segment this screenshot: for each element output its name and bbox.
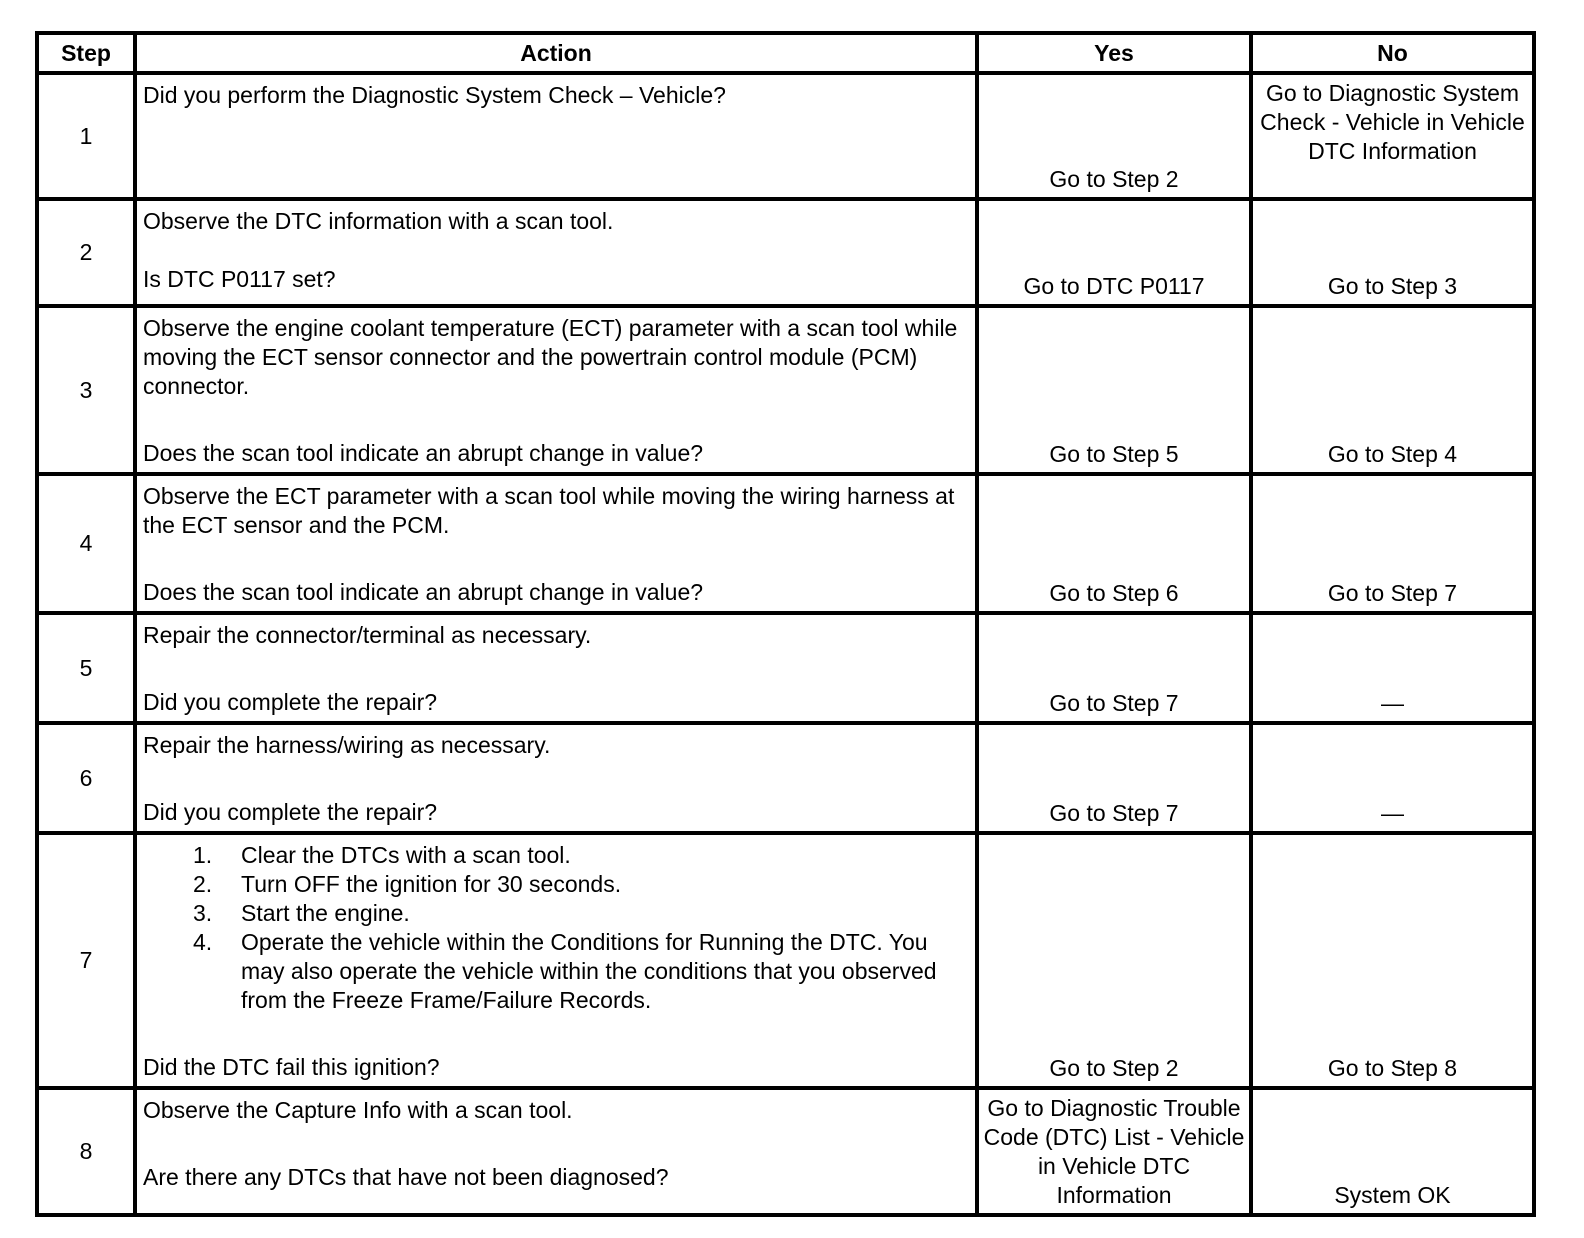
no-cell: Go to Step 3 [1251,199,1534,306]
list-item: 3. Start the engine. [193,900,410,926]
yes-cell: Go to Step 2 [977,73,1251,199]
header-yes: Yes [977,33,1251,73]
numbered-steps [143,841,961,1015]
yes-cell: Go to Step 7 [977,613,1251,723]
header-no: No [1251,33,1534,73]
yes-cell: Go to Step 7 [977,723,1251,833]
table-row [37,613,1534,723]
table-row [37,199,1534,306]
action-text: Observe the DTC information with a scan tool. [143,208,614,234]
action-cell [135,1088,977,1215]
table-row [37,306,1534,474]
action-cell [135,199,977,306]
yes-cell: Go to Step 2 [977,833,1251,1088]
no-cell: Go to Step 4 [1251,306,1534,474]
list-item: 1. Clear the DTCs with a scan tool. [193,842,571,868]
no-cell: System OK [1251,1088,1534,1215]
table-row [37,1088,1534,1215]
header-step: Step [37,33,135,73]
step-number: 6 [37,723,135,833]
action-text: Observe the ECT parameter with a scan tool while moving the wiring harness at the ECT sensor and the PCM. [143,483,955,538]
action-text: Did you perform the Diagnostic System Check – Vehicle? [143,82,726,108]
table-row [37,833,1534,1088]
step-number: 1 [37,73,135,199]
action-cell [135,73,977,199]
header-row [37,33,1534,73]
question-text: Did you complete the repair? [143,799,438,825]
action-text: Observe the Capture Info with a scan tool. [143,1097,573,1123]
no-cell: — [1251,723,1534,833]
no-cell: Go to Diagnostic System Check - Vehicle in Vehicle DTC Information [1251,73,1534,199]
question-text: Did the DTC fail this ignition? [143,1054,440,1080]
action-text: Observe the engine coolant temperature (ECT) parameter with a scan tool while moving the ECT sensor connector and the powertrain control module (PCM) connector. [143,315,958,399]
action-cell [135,306,977,474]
no-cell: — [1251,613,1534,723]
no-cell: Go to Step 8 [1251,833,1534,1088]
table-row [37,73,1534,199]
question-text: Did you complete the repair? [143,689,438,715]
action-text: Repair the harness/wiring as necessary. [143,732,551,758]
no-cell: Go to Step 7 [1251,474,1534,613]
header-action: Action [135,33,977,73]
step-number: 4 [37,474,135,613]
action-cell [135,833,977,1088]
list-item: 4. Operate the vehicle within the Conditions for Running the DTC. You may also operate the vehicle within the conditions that you observed from the Freeze Frame/Failure Records. [193,929,937,1013]
action-cell [135,723,977,833]
diagnostic-table [35,31,1536,1217]
list-item: 2. Turn OFF the ignition for 30 seconds. [193,871,622,897]
action-text: Repair the connector/terminal as necessary. [143,622,592,648]
question-text: Is DTC P0117 set? [143,266,336,292]
yes-cell: Go to Diagnostic Trouble Code (DTC) List - Vehicle in Vehicle DTC Information [977,1088,1251,1215]
action-cell [135,474,977,613]
step-number: 2 [37,199,135,306]
step-number: 5 [37,613,135,723]
question-text: Are there any DTCs that have not been diagnosed? [143,1164,669,1190]
yes-cell: Go to Step 5 [977,306,1251,474]
action-cell [135,613,977,723]
yes-cell: Go to DTC P0117 [977,199,1251,306]
question-text: Does the scan tool indicate an abrupt change in value? [143,440,704,466]
step-number: 7 [37,833,135,1088]
table-row [37,474,1534,613]
table-row [37,723,1534,833]
step-number: 3 [37,306,135,474]
yes-cell: Go to Step 6 [977,474,1251,613]
step-number: 8 [37,1088,135,1215]
question-text: Does the scan tool indicate an abrupt change in value? [143,579,704,605]
